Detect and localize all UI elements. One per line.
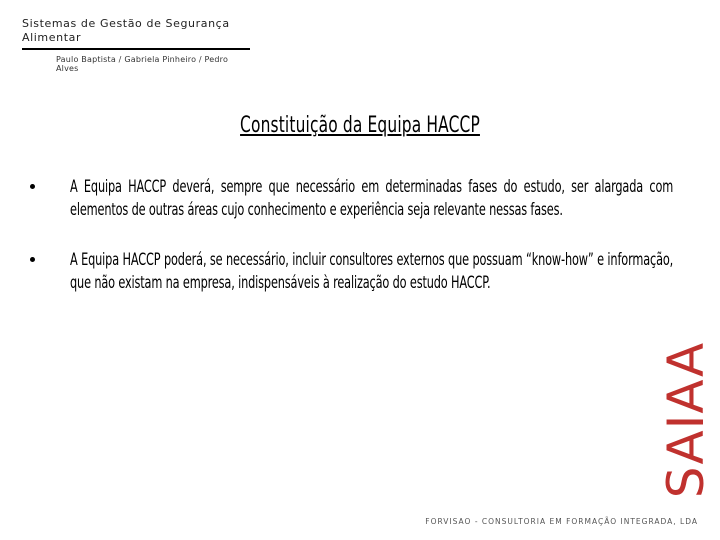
- header-divider: [22, 48, 250, 50]
- course-title: Sistemas de Gestão de Segurança Alimentar: [22, 17, 230, 44]
- bullet-text: A Equipa HACCP deverá, sempre que necessário em determinadas fases do estudo, ser alargada com elementos de outras áreas cujo conhecimento e experiência seja relevante nessas fases.: [70, 177, 674, 220]
- slide-header: [22, 17, 252, 73]
- authors-line: Paulo Baptista / Gabriela Pinheiro / Pedro Alves: [56, 55, 229, 73]
- bullet-text: A Equipa HACCP poderá, se necessário, incluir consultores externos que possuam “know-how” e informação, que não existam na empresa, indispensáveis à realização do estudo HACCP.: [70, 250, 674, 293]
- bullet-icon: [30, 184, 35, 189]
- bullet-icon: [30, 257, 35, 262]
- company-footer: FORVISAO - CONSULTORIA EM FORMAÇÃO INTEGRADA, LDA: [425, 517, 698, 526]
- bullet-item: [30, 176, 682, 221]
- saiaa-logo: [657, 340, 716, 500]
- saiaa-logo-text: SAIAA: [657, 341, 716, 499]
- bullet-item: [30, 249, 682, 294]
- slide-title: Constituição da Equipa HACCP: [240, 113, 480, 138]
- bullet-list: [30, 176, 682, 322]
